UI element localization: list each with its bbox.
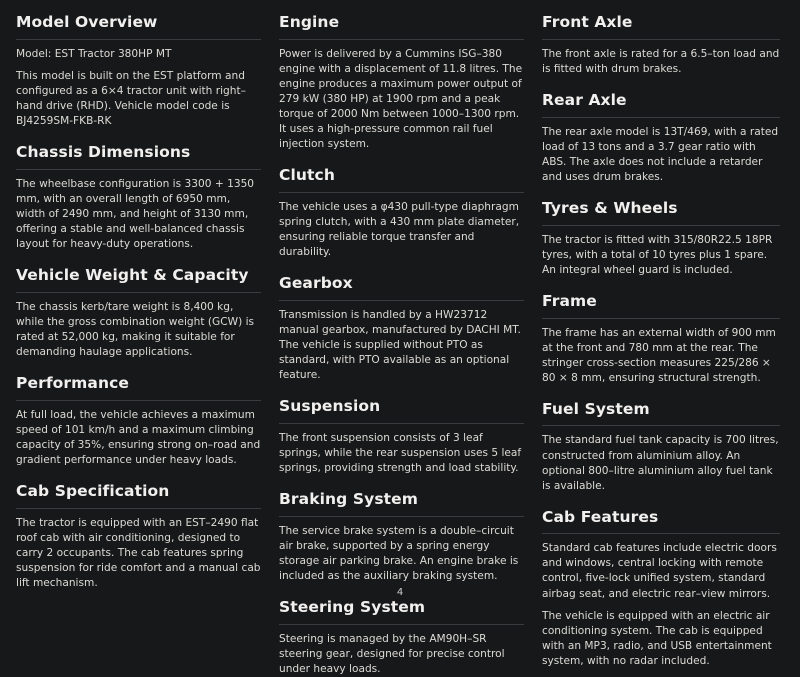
section-heading: Model Overview <box>16 13 158 31</box>
section-heading: Gearbox <box>279 273 353 292</box>
section-heading: Tyres & Wheels <box>542 198 678 217</box>
section-suspension <box>279 398 524 476</box>
column-3 <box>542 13 780 667</box>
section-paragraph: Power is delivered by a Cummins ISG–380 engine with a displacement of 11.8 litres. The engine produces a maximum power output of 279 kW (380 HP) at 1900 rpm and a peak torque of 2000 Nm between 1000–1300 rpm. It uses a high-pressure common rail fuel injection system. <box>279 47 523 150</box>
section-paragraph: The tractor is fitted with 315/80R22.5 18PR tyres, with a total of 10 tyres plus 1 spare. An integral wheel guard is included. <box>542 233 773 276</box>
section-braking-system <box>279 491 524 584</box>
section-heading: Rear Axle <box>542 90 627 109</box>
section-heading: Chassis Dimensions <box>16 142 191 161</box>
section-paragraph: The front axle is rated for a 6.5–ton load and is fitted with drum brakes. <box>542 47 780 75</box>
section-rear-axle <box>542 92 780 185</box>
section-heading: Engine <box>279 13 340 31</box>
page-number: 4 <box>396 587 404 598</box>
section-steering-system <box>279 599 524 677</box>
section-paragraph: The chassis kerb/tare weight is 8,400 kg, while the gross combination weight (GCW) is rated at 52,000 kg, making it suitable for demanding haulage applications. <box>16 300 255 358</box>
section-heading: Steering System <box>279 597 426 616</box>
section-divider <box>279 192 524 193</box>
section-model-overview <box>16 14 261 129</box>
section-heading: Vehicle Weight & Capacity <box>16 265 249 284</box>
section-engine <box>279 14 524 152</box>
section-cab-specification <box>16 483 261 591</box>
section-paragraph: This model is built on the EST platform and configured as a 6×4 tractor unit with right–hand drive (RHD). Vehicle model code is BJ4259SM-FKB-RK <box>16 69 246 127</box>
section-performance <box>16 375 261 468</box>
section-clutch <box>279 167 524 260</box>
section-divider <box>279 423 524 424</box>
section-divider <box>279 516 524 517</box>
section-paragraph: The vehicle is equipped with an electric air conditioning system. The cab is equipped with an MP3, radio, and USB entertainment system, with no radar included. <box>542 609 772 667</box>
section-chassis-dimensions <box>16 144 261 252</box>
section-divider <box>279 624 524 625</box>
section-paragraph: Steering is managed by the AM90H–SR steering gear, designed for precise control under heavy loads. <box>279 632 505 675</box>
section-divider <box>16 169 261 170</box>
section-divider <box>16 400 261 401</box>
section-paragraph: The rear axle model is 13T/469, with a rated load of 13 tons and a 3.7 gear ratio with ABS. The axle does not include a retarder and uses drum brakes. <box>542 125 779 183</box>
section-vehicle-weight-capacity <box>16 267 261 360</box>
section-divider <box>16 292 261 293</box>
section-front-axle <box>542 14 780 77</box>
section-heading: Frame <box>542 291 597 310</box>
section-divider <box>542 425 780 426</box>
section-divider <box>542 117 780 118</box>
section-heading: Cab Features <box>542 507 659 526</box>
section-gearbox <box>279 275 524 383</box>
section-paragraph: The standard fuel tank capacity is 700 litres, constructed from aluminium alloy. An optional 800–litre aluminium alloy fuel tank is available. <box>542 434 779 492</box>
section-divider <box>542 533 780 534</box>
section-heading: Front Axle <box>542 13 633 31</box>
section-frame <box>542 293 780 386</box>
section-paragraph: The tractor is equipped with an EST–2490 flat roof cab with air conditioning, designed to carry 2 occupants. The cab features spring suspension for ride comfort and a manual cab lift mechanism. <box>16 516 261 589</box>
column-1 <box>16 13 261 589</box>
section-heading: Cab Specification <box>16 481 170 500</box>
section-divider <box>542 318 780 319</box>
section-paragraph: The frame has an external width of 900 mm at the front and 780 mm at the rear. The stringer cross-section measures 225/286 × 80 × 8 mm, ensuring structural strength. <box>542 326 776 384</box>
section-divider <box>16 39 261 40</box>
section-heading: Fuel System <box>542 399 650 418</box>
column-layout <box>16 13 784 675</box>
section-divider <box>542 39 780 40</box>
section-divider <box>279 39 524 40</box>
section-heading: Performance <box>16 373 129 392</box>
section-heading-wrap <box>16 14 261 32</box>
section-fuel-system <box>542 401 780 494</box>
section-paragraph: The vehicle uses a φ430 pull-type diaphragm spring clutch, with a 430 mm plate diameter, ensuring reliable torque transfer and durability. <box>279 200 520 258</box>
section-divider <box>279 300 524 301</box>
section-tyres-wheels <box>542 200 780 278</box>
section-divider <box>542 225 780 226</box>
section-paragraph: The service brake system is a double–circuit air brake, supported by a spring energy storage air parking brake. An engine brake is included as the auxiliary braking system. <box>279 524 519 582</box>
section-paragraph: The wheelbase configuration is 3300 + 1350 mm, with an overall length of 6950 mm, width of 2490 mm, and height of 3130 mm, offering a stable and well-balanced chassis layout for heavy-duty operations. <box>16 177 255 250</box>
section-paragraph: Model: EST Tractor 380HP MT <box>16 47 172 60</box>
column-2 <box>279 13 524 675</box>
section-heading: Suspension <box>279 396 381 415</box>
section-divider <box>16 508 261 509</box>
section-paragraph: At full load, the vehicle achieves a maximum speed of 101 km/h and a maximum climbing capacity of 35%, ensuring strong on–road and gradient performance under heavy loads. <box>16 408 261 466</box>
section-paragraph: Standard cab features include electric doors and windows, central locking with remote control, five-lock unified system, standard airbag seat, and electric rear–view mirrors. <box>542 542 777 600</box>
section-paragraph: Transmission is handled by a HW23712 manual gearbox, manufactured by DACHI MT. The vehicle is supplied without PTO as standard, with PTO available as an optional feature. <box>279 308 521 381</box>
section-heading: Braking System <box>279 489 419 508</box>
section-paragraph: The front suspension consists of 3 leaf springs, while the rear suspension uses 5 leaf springs, providing strength and load stability. <box>279 431 522 474</box>
section-heading: Clutch <box>279 166 335 185</box>
